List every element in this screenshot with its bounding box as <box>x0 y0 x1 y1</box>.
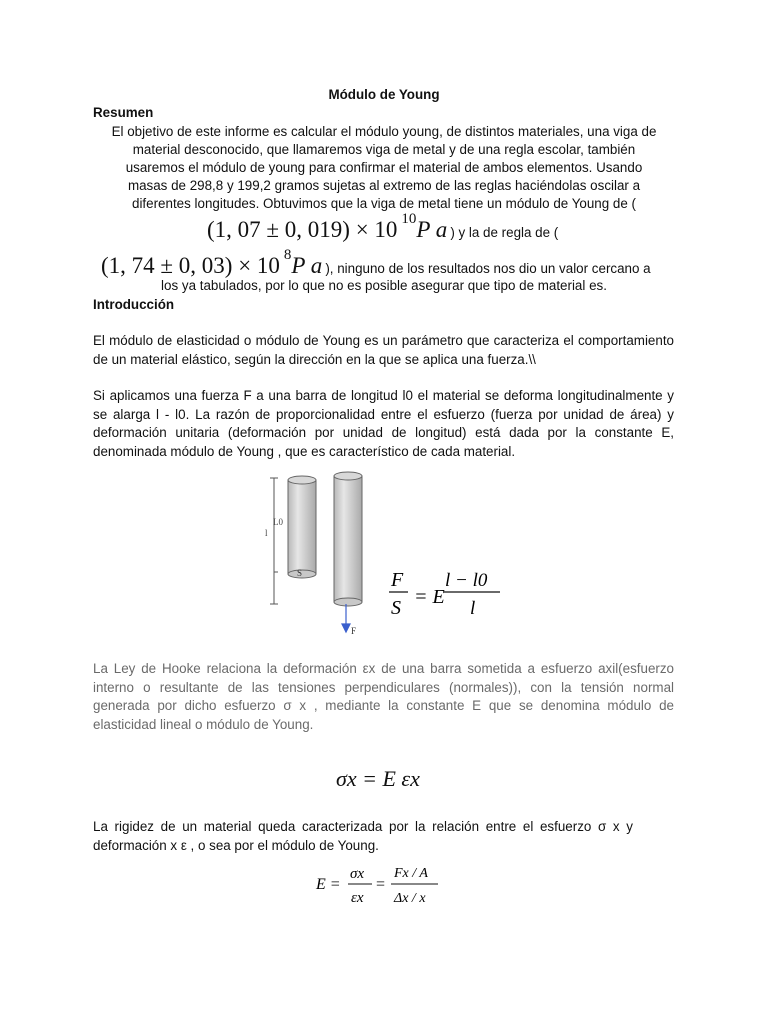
formula1-unit: P a <box>416 217 448 242</box>
svg-text:Δx / x: Δx / x <box>394 891 426 906</box>
formula2-main: (1, 74 ± 0, 03) × 10 <box>101 253 280 278</box>
rigidez-paragraph: La rigidez de un material queda caracterizada por la relación entre el esfuerzo σ x y deformación x ε , o sea por el módulo de Young. <box>93 819 633 853</box>
cylinder-long <box>334 472 362 606</box>
stress-strain-equation <box>389 569 500 619</box>
formula-line-1 <box>207 211 558 243</box>
svg-text:Fx / A: Fx / A <box>394 866 428 881</box>
resumen-line-2: material desconocido, que llamaremos viga de metal y de una regla escolar, también <box>132 142 636 157</box>
resumen-line-5: diferentes longitudes. Obtuvimos que la viga de metal tiene un módulo de Young de ( <box>132 196 636 211</box>
formula-line-2 <box>101 247 651 279</box>
rigidez-formula <box>314 858 464 910</box>
formula2-exponent: 8 <box>283 247 292 263</box>
svg-text:E =: E = <box>316 876 341 893</box>
svg-text:σx: σx <box>350 866 365 882</box>
svg-text:= E: = E <box>414 586 445 608</box>
introduccion-heading: Introducción <box>93 297 175 312</box>
hooke-formula: σx = E εx <box>336 766 420 791</box>
label-l0: L0 <box>273 517 283 527</box>
hooke-paragraph: La Ley de Hooke relaciona la deformación εx de una barra sometida a esfuerzo axil(esfuerzo interno o resultante de las tensiones perpendiculares (normales)), con la tensión normal generada por dicho esfuerzo σ x , mediante la constante E que se denomina módulo de elasticidad lineal o módulo de Young. <box>93 661 674 732</box>
resumen-last-line: los ya tabulados, por lo que no es posible asegurar que tipo de material es. <box>161 278 607 293</box>
introduccion-paragraph-2: Si aplicamos una fuerza F a una barra de longitud l0 el material se deforma longitudinalmente y se alarga l - l0. La razón de proporcionalidad entre el esfuerzo (fuerza por unidad de área) y deformación unitaria (deformación por unidad de longitud) está dada por la constante E, denominada módulo de Young , que es característico de cada material. <box>93 388 674 459</box>
introduccion-paragraph-1: El módulo de elasticidad o módulo de Young es un parámetro que caracteriza el comportamiento de un material elástico, según la dirección en la que se aplica una fuerza.\\ <box>93 333 674 367</box>
svg-text:F: F <box>391 569 404 591</box>
formula2-suffix: ), ninguno de los resultados nos dio un valor cercano a <box>325 261 651 276</box>
resumen-heading: Resumen <box>93 105 154 120</box>
svg-text:l: l <box>470 598 476 619</box>
resumen-line-1: El objetivo de este informe es calcular el módulo young, de distintos materiales, una viga de <box>111 124 657 139</box>
label-s: S <box>297 568 303 578</box>
dimension-line-l <box>270 478 278 604</box>
resumen-line-4: masas de 298,8 y 199,2 gramos sujetas al extremo de las reglas haciéndolas oscilar a <box>127 178 641 193</box>
resumen-line-3: usaremos el módulo de young para confirmar el material de ambos elementos. Usando <box>125 160 643 175</box>
force-arrow <box>342 604 350 632</box>
svg-text:S: S <box>391 597 401 619</box>
svg-text:l − l0: l − l0 <box>445 570 488 591</box>
svg-text:=: = <box>376 876 386 893</box>
formula1-exponent: 10 <box>401 211 417 227</box>
page-title: Módulo de Young <box>328 87 440 102</box>
label-l: l <box>265 528 268 538</box>
young-modulus-figure <box>260 468 520 643</box>
svg-text:εx: εx <box>351 890 364 906</box>
formula1-suffix: ) y la de regla de ( <box>450 225 559 240</box>
label-f: F <box>351 626 357 636</box>
cylinder-short <box>288 476 316 578</box>
formula1-main: (1, 07 ± 0, 019) × 10 <box>207 217 398 242</box>
formula2-unit: P a <box>291 253 323 278</box>
